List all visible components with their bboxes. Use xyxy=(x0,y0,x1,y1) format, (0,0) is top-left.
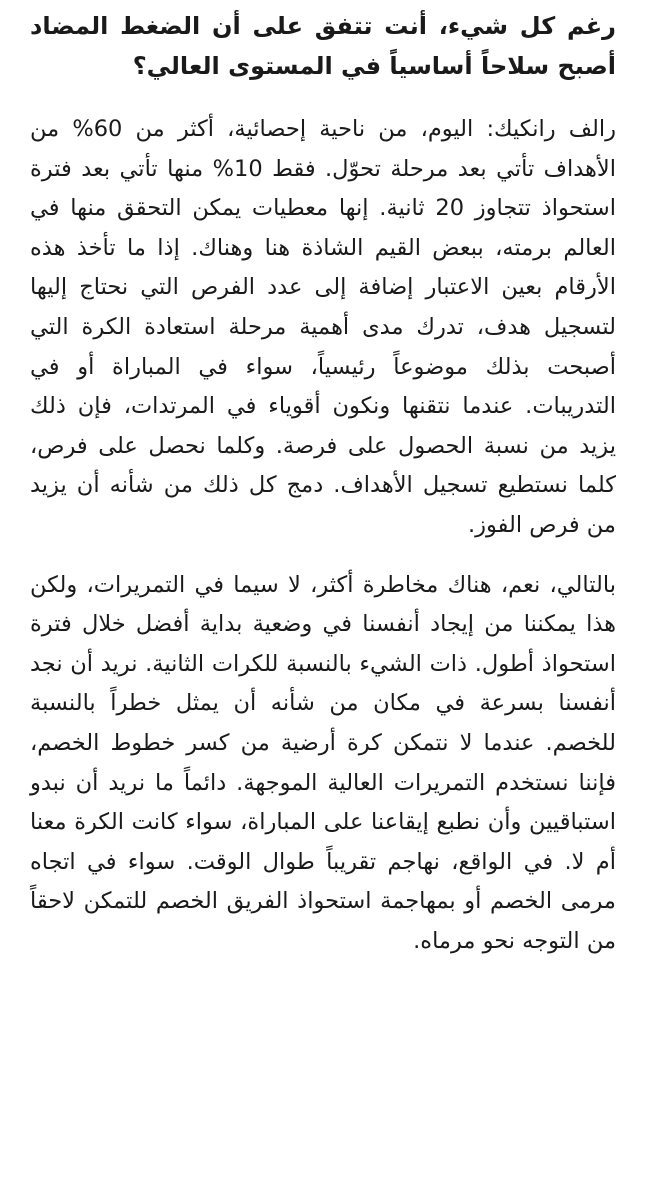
answer-paragraph-continued: بالتالي، نعم، هناك مخاطرة أكثر، لا سيما في التمريرات، ولكن هذا يمكننا من إيجاد أنفسنا في وضعية بداية أفضل خلال فترة استحواذ أطول. ذات الشيء بالنسبة للكرات الثانية. نريد أن نجد أنفسنا بسرعة في مكان من شأنه أن يمثل خطراً بالنسبة للخصم. عندما لا نتمكن كرة أرضية من كسر خطوط الخصم، فإننا نستخدم التمريرات العالية الموجهة. دائماً ما نريد أن نبدو استباقيين وأن نطبع إيقاعنا على المباراة، سواء كانت الكرة معنا أم لا. في الواقع، نهاجم تقريباً طوال الوقت. سواء في اتجاه مرمى الخصم أو بمهاجمة استحواذ الفريق الخصم للتمكن لاحقاً من التوجه نحو مرماه. xyxy=(30,571,616,954)
answer-paragraph: رالف رانكيك: اليوم، من ناحية إحصائية، أكثر من 60% من الأهداف تأتي بعد مرحلة تحوّل. فقط 10% منها تأتي بعد فترة استحواذ تتجاوز 20 ثانية. إنها معطيات يمكن التحقق منها في العالم برمته، ببعض القيم الشاذة هنا وهناك. إذا ما تأخذ هذه الأرقام بعين الاعتبار إضافة إلى عدد الفرص التي نحتاج إليها لتسجيل هدف، تدرك مدى أهمية مرحلة استعادة الكرة التي أصبحت بذلك موضوعاً رئيسياً، سواء في المباراة أو في التدريبات. عندما نتقنها ونكون أقوياء في المرتدات، فإن ذلك يزيد من نسبة الحصول على فرصة. وكلما نحصل على فرص، كلما نستطيع تسجيل الأهداف. دمج كل ذلك من شأنه أن يزيد من فرص الفوز. xyxy=(30,116,616,538)
interview-question: رغم كل شيء، أنت تتفق على أن الضغط المضاد أصبح سلاحاً أساسياً في المستوى العالي؟ xyxy=(30,12,616,80)
